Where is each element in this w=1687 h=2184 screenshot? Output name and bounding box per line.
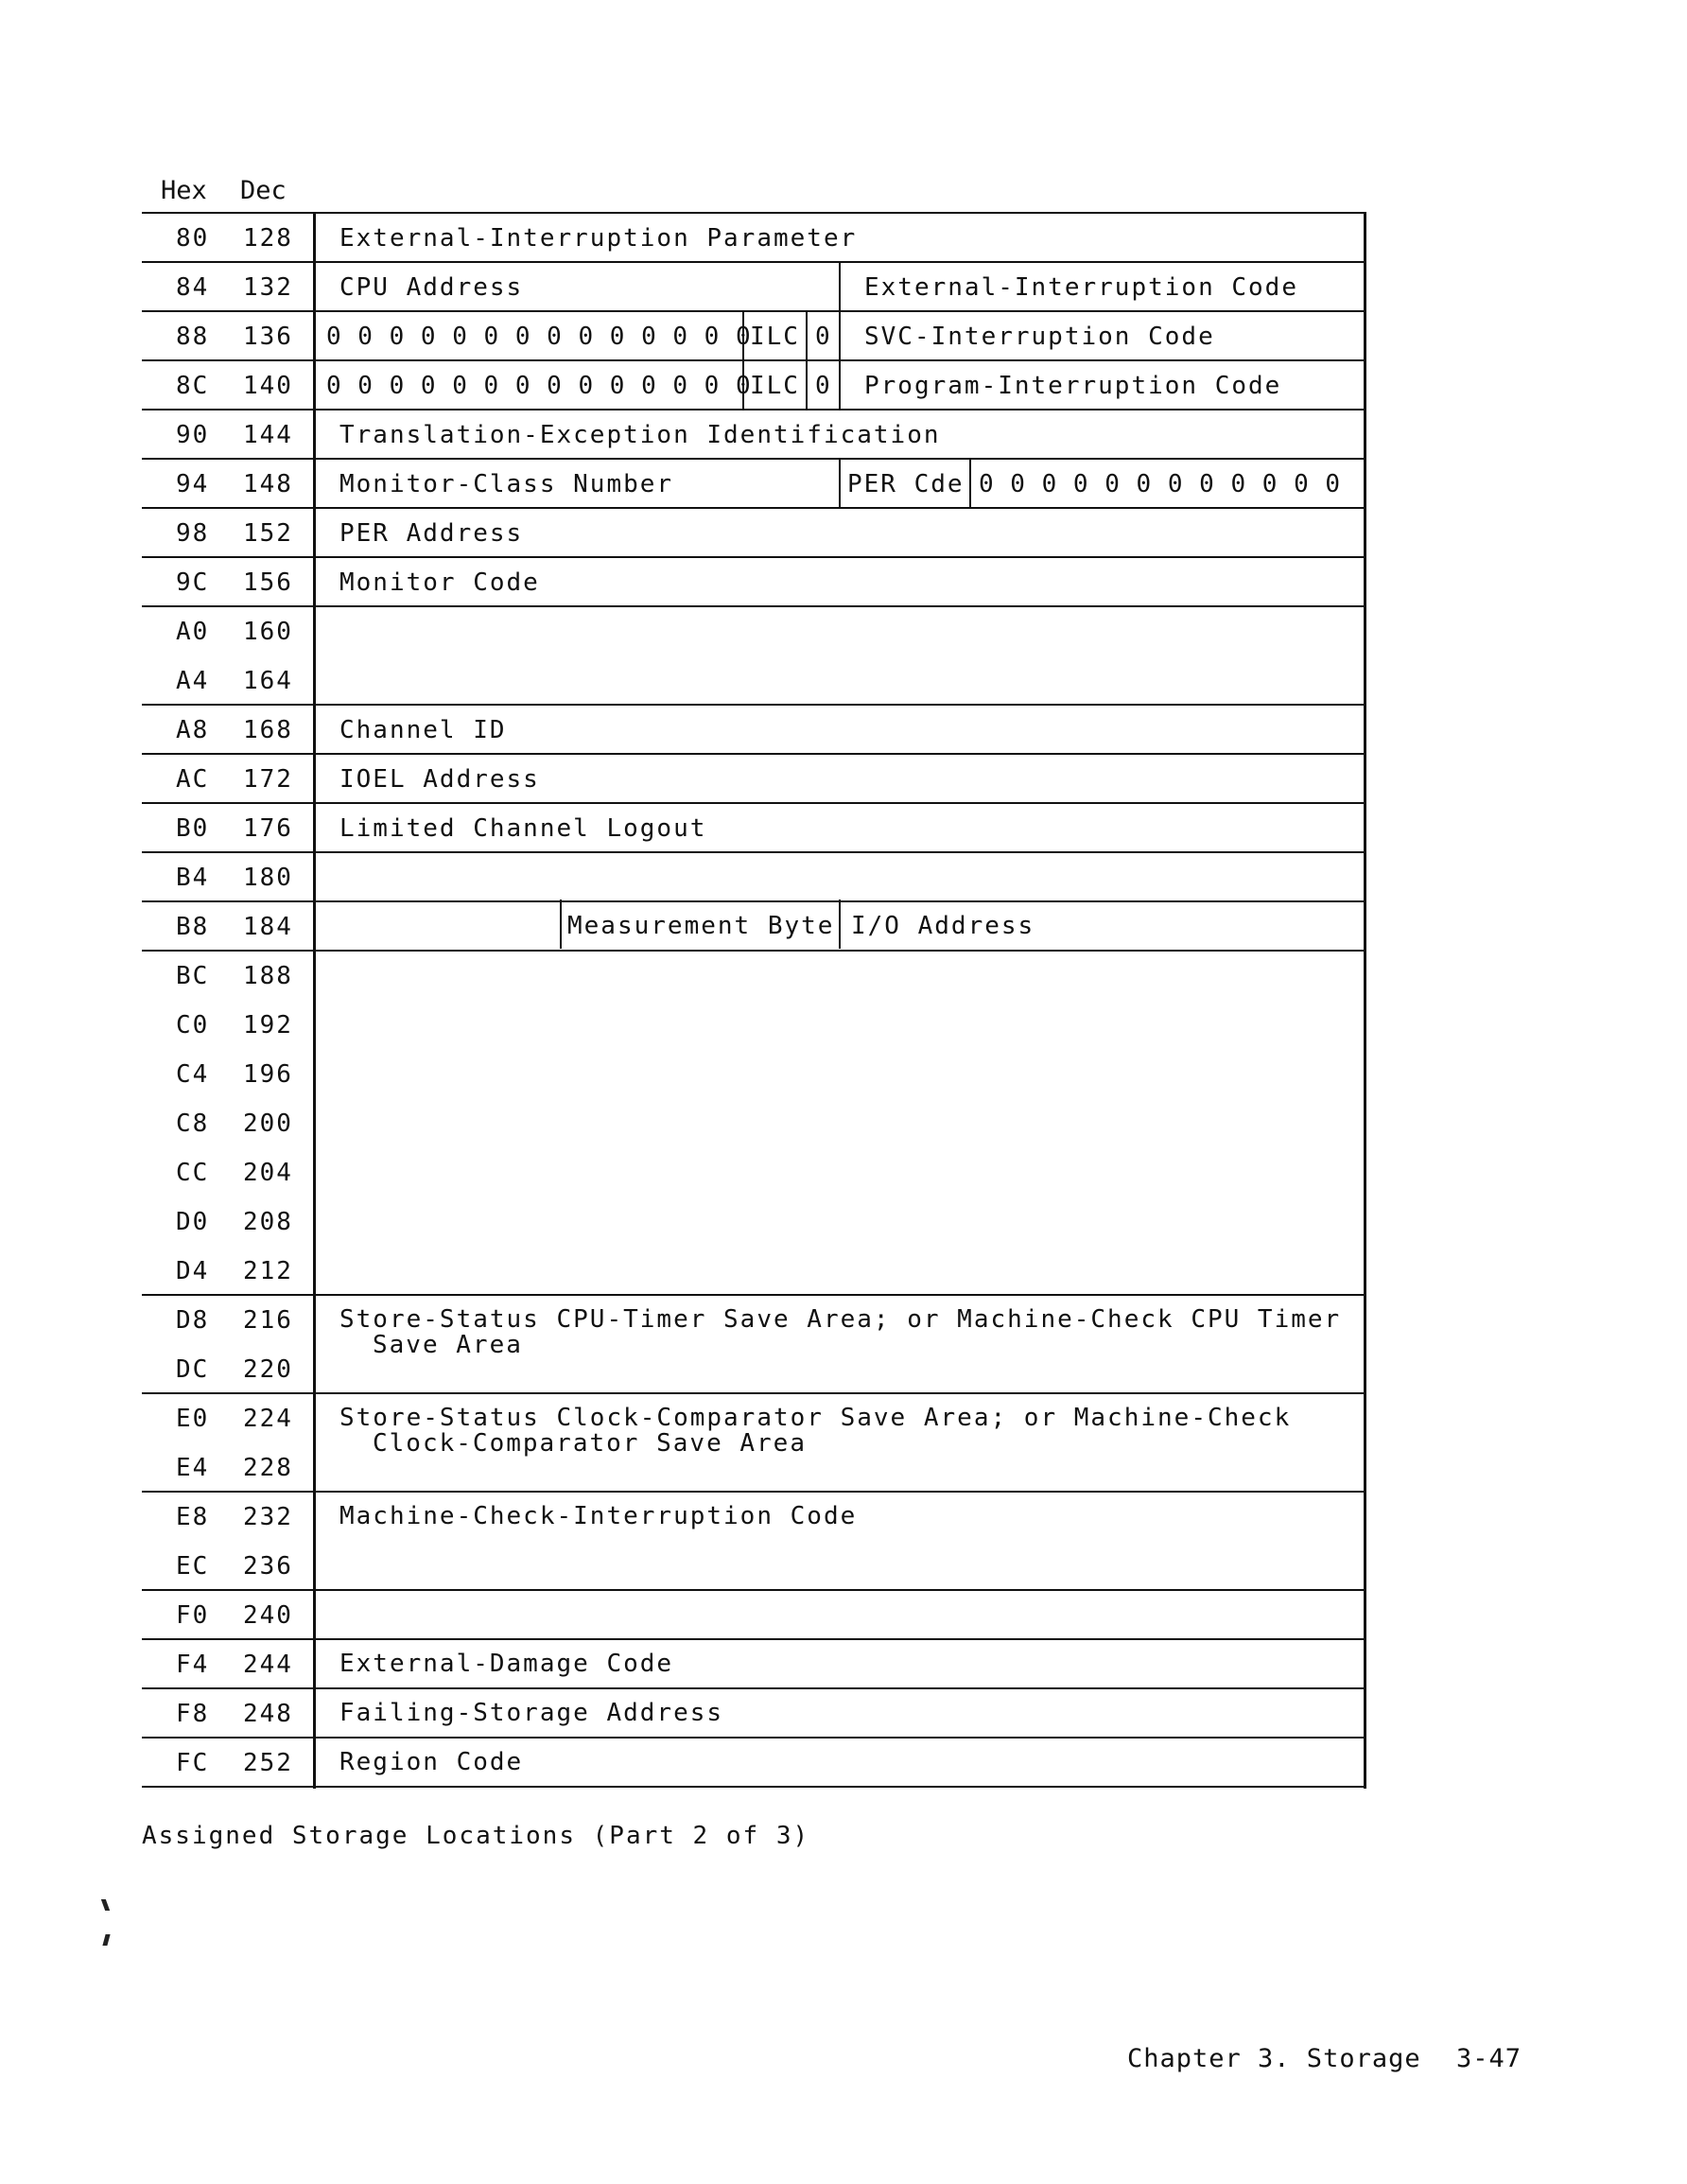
hex-address: B0 xyxy=(176,814,210,843)
row-rule xyxy=(142,458,1366,460)
hex-address: D0 xyxy=(176,1208,210,1236)
hex-address: A0 xyxy=(176,618,210,646)
row-rule xyxy=(142,507,1366,509)
row-rule xyxy=(142,359,1366,361)
clock-comparator-save-area-line1: Store-Status Clock-Comparator Save Area; or Machine-Check xyxy=(339,1404,1292,1432)
dec-address: 208 xyxy=(243,1208,293,1236)
cpu-address-divider xyxy=(839,261,841,310)
dec-address: 164 xyxy=(243,667,293,695)
row-rule xyxy=(142,1294,1366,1296)
binding-mark-upper xyxy=(101,1899,110,1911)
row-rule xyxy=(142,310,1366,312)
hex-address: C4 xyxy=(176,1060,210,1089)
hex-address: F0 xyxy=(176,1601,210,1630)
zero-bit-88: 0 xyxy=(815,323,832,351)
row-rule xyxy=(142,556,1366,558)
dec-address: 216 xyxy=(243,1306,293,1335)
ilc-field-8c: ILC xyxy=(750,372,800,400)
dec-address: 220 xyxy=(243,1355,293,1384)
hex-address: FC xyxy=(176,1749,210,1777)
hex-address: A4 xyxy=(176,667,210,695)
row-rule xyxy=(142,753,1366,755)
dec-address: 244 xyxy=(243,1651,293,1679)
row-rule xyxy=(142,1589,1366,1591)
dec-address: 252 xyxy=(243,1749,293,1777)
dec-address: 180 xyxy=(243,864,293,892)
binding-mark-lower xyxy=(102,1934,110,1946)
row-rule xyxy=(142,851,1366,853)
hex-address: 8C xyxy=(176,372,210,400)
hex-address: 80 xyxy=(176,224,210,253)
row-rule xyxy=(142,950,1366,952)
hex-column-header: Hex xyxy=(161,176,207,205)
zero-bits-8c: 0 0 0 0 0 0 0 0 0 0 0 0 0 0 xyxy=(326,372,752,400)
svc-interruption-code: SVC-Interruption Code xyxy=(864,323,1215,351)
measurement-byte-right-divider xyxy=(839,900,841,949)
channel-id: Channel ID xyxy=(339,716,507,744)
hex-address: DC xyxy=(176,1355,210,1384)
dec-address: 204 xyxy=(243,1159,293,1187)
dec-address: 196 xyxy=(243,1060,293,1089)
ilc-right-divider-88 xyxy=(806,310,808,359)
row-rule xyxy=(142,1392,1366,1394)
dec-address: 228 xyxy=(243,1454,293,1482)
dec-address: 192 xyxy=(243,1011,293,1040)
row-rule xyxy=(142,1786,1366,1788)
hex-address: AC xyxy=(176,765,210,794)
row-rule xyxy=(142,1491,1366,1493)
cpu-timer-save-area-line2: Save Area xyxy=(373,1331,523,1359)
hex-address: F4 xyxy=(176,1651,210,1679)
hex-address: B4 xyxy=(176,864,210,892)
dec-address: 132 xyxy=(243,273,293,302)
footer-page-number: 3-47 xyxy=(1456,2044,1522,2073)
row-rule xyxy=(142,704,1366,706)
zero-bit-8c: 0 xyxy=(815,372,832,400)
hex-address: B8 xyxy=(176,913,210,941)
failing-storage-address: Failing-Storage Address xyxy=(339,1699,724,1727)
hex-address: 98 xyxy=(176,519,210,548)
dec-address: 140 xyxy=(243,372,293,400)
region-code: Region Code xyxy=(339,1748,524,1776)
clock-comparator-save-area-line2: Clock-Comparator Save Area xyxy=(373,1429,807,1458)
dec-address: 136 xyxy=(243,323,293,351)
monitor-class-number: Monitor-Class Number xyxy=(339,470,674,498)
dec-address: 232 xyxy=(243,1503,293,1531)
figure-caption: Assigned Storage Locations (Part 2 of 3) xyxy=(142,1822,810,1850)
hex-address: 90 xyxy=(176,421,210,449)
zero-right-divider-8c xyxy=(839,359,841,409)
hex-address: E8 xyxy=(176,1503,210,1531)
dec-address: 152 xyxy=(243,519,293,548)
per-cde-left-divider xyxy=(839,458,841,507)
hex-address: 9C xyxy=(176,568,210,597)
hex-address: 88 xyxy=(176,323,210,351)
monitor-code: Monitor Code xyxy=(339,568,540,597)
measurement-byte-left-divider xyxy=(560,900,562,949)
dec-address: 128 xyxy=(243,224,293,253)
dec-address: 212 xyxy=(243,1257,293,1285)
dec-address: 160 xyxy=(243,618,293,646)
machine-check-interruption-code: Machine-Check-Interruption Code xyxy=(339,1502,858,1530)
ilc-right-divider-8c xyxy=(806,359,808,409)
hex-address: E0 xyxy=(176,1405,210,1433)
external-interruption-parameter: External-Interruption Parameter xyxy=(339,224,858,253)
zero-right-divider-88 xyxy=(839,310,841,359)
row-rule xyxy=(142,605,1366,607)
dec-address: 240 xyxy=(243,1601,293,1630)
table-divider-vertical xyxy=(313,212,316,1789)
dec-address: 188 xyxy=(243,962,293,990)
program-interruption-code: Program-Interruption Code xyxy=(864,372,1282,400)
row-rule xyxy=(142,1638,1366,1640)
row-rule xyxy=(142,802,1366,804)
cpu-timer-save-area-line1: Store-Status CPU-Timer Save Area; or Machine-Check CPU Timer xyxy=(339,1305,1342,1334)
hex-address: A8 xyxy=(176,716,210,744)
ioel-address: IOEL Address xyxy=(339,765,540,794)
dec-address: 156 xyxy=(243,568,293,597)
dec-address: 248 xyxy=(243,1700,293,1728)
dec-address: 200 xyxy=(243,1109,293,1138)
row-rule xyxy=(142,409,1366,411)
hex-address: BC xyxy=(176,962,210,990)
dec-address: 148 xyxy=(243,470,293,498)
hex-address: EC xyxy=(176,1552,210,1581)
zero-bits-94: 0 0 0 0 0 0 0 0 0 0 0 0 xyxy=(979,470,1342,498)
per-cde-right-divider xyxy=(969,458,971,507)
hex-address: C0 xyxy=(176,1011,210,1040)
dec-address: 176 xyxy=(243,814,293,843)
ilc-field-88: ILC xyxy=(750,323,800,351)
io-address: I/O Address xyxy=(851,912,1035,940)
hex-address: 84 xyxy=(176,273,210,302)
translation-exception-identification: Translation-Exception Identification xyxy=(339,421,941,449)
hex-address: CC xyxy=(176,1159,210,1187)
limited-channel-logout: Limited Channel Logout xyxy=(339,814,707,843)
dec-address: 184 xyxy=(243,913,293,941)
hex-address: D4 xyxy=(176,1257,210,1285)
row-rule xyxy=(142,1687,1366,1689)
dec-address: 168 xyxy=(243,716,293,744)
dec-address: 144 xyxy=(243,421,293,449)
zero-bits-88: 0 0 0 0 0 0 0 0 0 0 0 0 0 0 xyxy=(326,323,752,351)
row-rule xyxy=(142,900,1366,902)
row-rule xyxy=(142,261,1366,263)
footer-chapter: Chapter 3. Storage xyxy=(1127,2044,1421,2073)
row-rule xyxy=(142,1737,1366,1738)
hex-address: E4 xyxy=(176,1454,210,1482)
per-code-field: PER Cde xyxy=(847,470,965,498)
external-interruption-code: External-Interruption Code xyxy=(864,273,1298,302)
dec-address: 172 xyxy=(243,765,293,794)
table-right-border xyxy=(1364,212,1366,1789)
per-address: PER Address xyxy=(339,519,524,548)
hex-address: D8 xyxy=(176,1306,210,1335)
measurement-byte: Measurement Byte xyxy=(567,912,835,940)
row-rule xyxy=(142,212,1366,214)
dec-address: 224 xyxy=(243,1405,293,1433)
dec-address: 236 xyxy=(243,1552,293,1581)
hex-address: C8 xyxy=(176,1109,210,1138)
hex-address: F8 xyxy=(176,1700,210,1728)
cpu-address-field: CPU Address xyxy=(339,273,524,302)
hex-address: 94 xyxy=(176,470,210,498)
external-damage-code: External-Damage Code xyxy=(339,1650,674,1678)
dec-column-header: Dec xyxy=(240,176,287,205)
